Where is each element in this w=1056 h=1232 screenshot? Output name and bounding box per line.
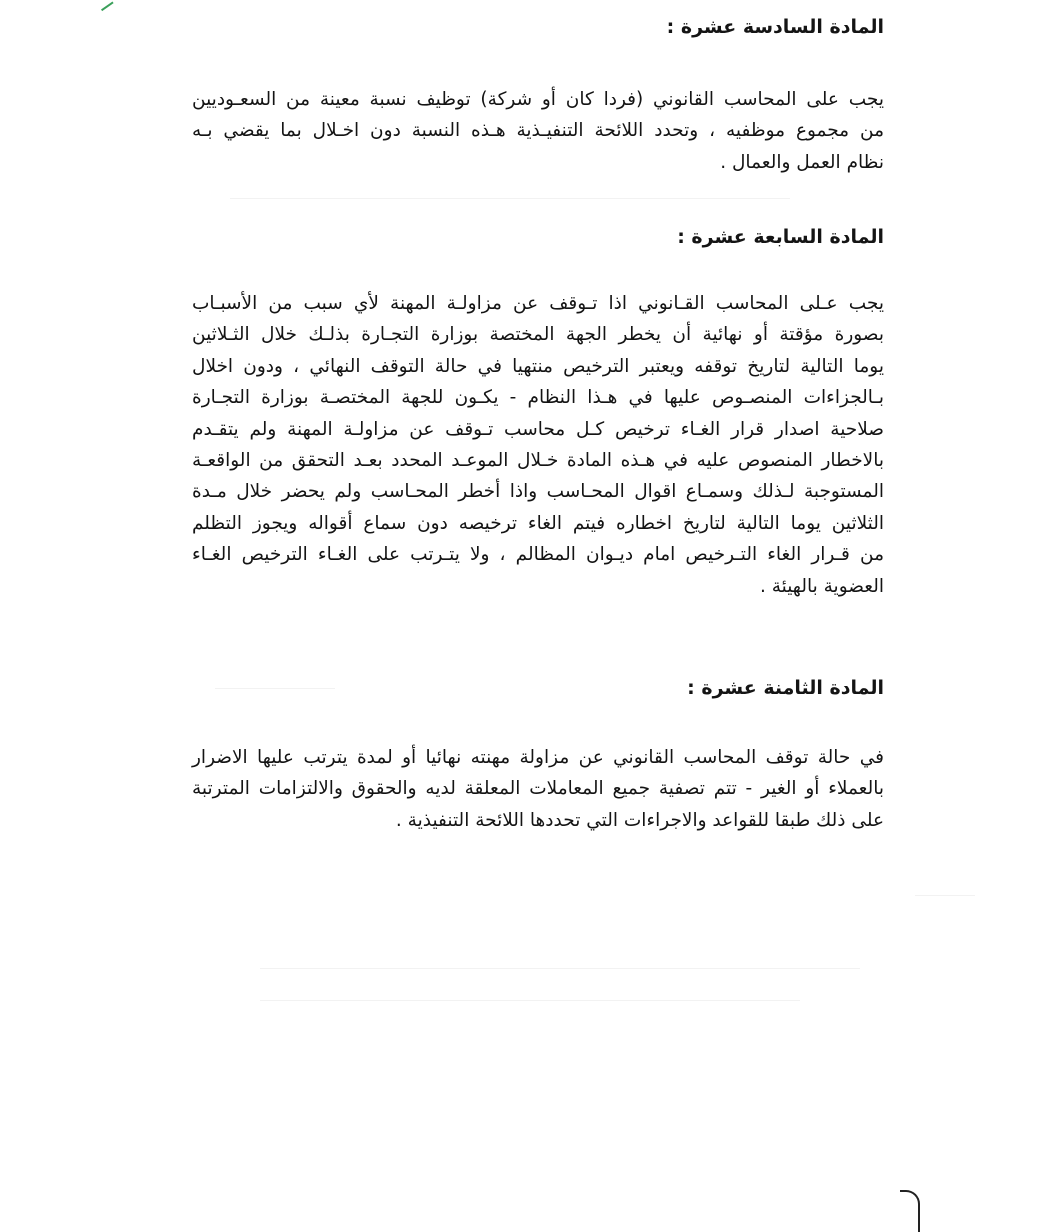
bleed-through-mark: [230, 198, 790, 199]
corner-tick-mark: [96, 0, 113, 11]
article-16-line: يجب على المحاسب القانوني (فردا كان أو شركة) توظيف نسبة معينة من السعـوديين: [192, 89, 884, 110]
bleed-through-mark: [915, 895, 975, 896]
article-17-line: من قـرار الغاء التـرخيص امام ديـوان المظالم ، ولا يتـرتب على الغـاء الترخيص الغـاء: [192, 544, 884, 566]
article-17-heading: المادة السابعة عشرة :: [677, 226, 884, 248]
article-18-line: في حالة توقف المحاسب القانوني عن مزاولة مهنته نهائيا أو لمدة يترتب عليها الاضرار: [192, 747, 884, 768]
article-18-body: [192, 742, 884, 836]
article-16-line: نظام العمل والعمال .: [720, 151, 884, 173]
article-17-body: [192, 288, 884, 602]
article-17-line: بالاخطار المنصوص عليه في هـذه المادة خـلال الموعـد المحدد بعـد التحقق من الواقعـة: [192, 450, 884, 472]
article-17-line: يجب عـلى المحاسب القـانوني اذا تـوقف عن مزاولـة المهنة لأي سبب من الأسبـاب: [192, 293, 884, 314]
article-17-line: العضوية بالهيئة .: [759, 575, 884, 597]
article-17-line: بصورة مؤقتة أو نهائية أن يخطر الجهة المختصة بوزارة التجـارة بذلـك خلال الثـلاثين: [192, 324, 884, 346]
article-17-line: بـالجزاءات المنصـوص عليها في هـذا النظام - يكـون للجهة المختصـة بوزارة التجـارة: [192, 387, 884, 409]
bleed-through-mark: [260, 1000, 800, 1001]
article-16-body: [192, 84, 884, 178]
article-16-heading: المادة السادسة عشرة :: [666, 16, 884, 38]
bleed-through-mark: [260, 968, 860, 969]
article-17-line: يوما التالية لتاريخ توقفه ويعتبر الترخيص منتهيا في حالة التوقف النهائي ، ودون اخلال: [192, 355, 884, 377]
bleed-through-mark: [215, 688, 335, 689]
article-17-line: الثلاثين يوما التالية لتاريخ اخطاره فيتم الغاء ترخيصه دون سماع أقواله ويجوز التظلم: [192, 512, 884, 534]
article-18-heading: المادة الثامنة عشرة :: [687, 677, 884, 699]
article-18-line: بالعملاء أو الغير - تتم تصفية جميع المعاملات المعلقة لديه والحقوق والالتزامات المترتبة: [192, 778, 884, 800]
article-17-line: صلاحية اصدار قرار الغـاء ترخيص كـل محاسب تـوقف عن مزاولـة المهنة ولم يتقـدم: [192, 418, 884, 440]
article-17-line: المستوجبة لـذلك وسمـاع اقوال المحـاسب واذا أخطر المحـاسب ولم يحضر خلال مـدة: [192, 481, 884, 503]
article-16-line: من مجموع موظفيه ، وتحدد اللائحة التنفيـذية هـذه النسبة دون اخـلال بما يقضي بـه: [192, 120, 884, 142]
article-18-line: على ذلك طبقا للقواعد والاجراءات التي تحددها اللائحة التنفيذية .: [395, 809, 884, 831]
page-corner-bracket: [900, 1190, 920, 1232]
